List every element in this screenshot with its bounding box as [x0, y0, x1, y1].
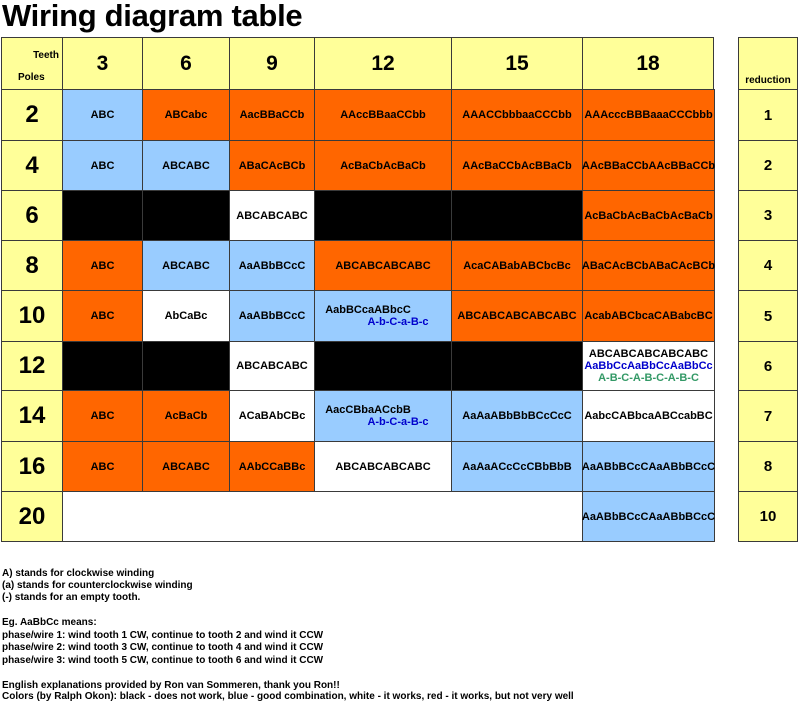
poles-header-6 [1, 190, 63, 241]
wiring-cell [142, 140, 230, 191]
wiring-pattern: AcBaCbAcBaCb [340, 159, 426, 172]
reduction-label: reduction [745, 75, 791, 86]
wiring-cell [314, 140, 452, 191]
teeth-header-9 [229, 37, 315, 90]
wiring-pattern: AaABbBCcC [238, 310, 306, 322]
wiring-pattern-alt: A-b-C-a-B-c [367, 316, 429, 328]
wiring-cell [314, 491, 452, 542]
wiring-pattern: AcaCABabABCbcBc [463, 259, 571, 272]
reduction-value: 3 [763, 207, 773, 224]
poles-value: 2 [25, 101, 39, 128]
wiring-cell [451, 341, 583, 391]
note-line: Colors (by Ralph Okon): black - does not work, blue - good combination, white - it works, red - it works, but not very well [2, 691, 574, 702]
wiring-cell [62, 140, 143, 191]
reduction-value-cell [738, 290, 798, 342]
wiring-pattern: ABC [90, 310, 115, 322]
wiring-pattern: AbCaBc [164, 310, 208, 322]
wiring-pattern: AAbCCaBBc [238, 460, 306, 473]
poles-header-2 [1, 89, 63, 141]
reduction-value: 6 [763, 357, 773, 375]
wiring-cell [582, 491, 715, 542]
wiring-pattern: AaABbBCcC [238, 259, 306, 272]
wiring-pattern: AaABbBCcCAaABbBCcC [581, 460, 716, 473]
wiring-pattern: AaAaABbBbBCcCcC [462, 410, 572, 422]
poles-header-4 [1, 140, 63, 191]
wiring-pattern: ABCABC [162, 159, 210, 172]
note-line: phase/wire 1: wind tooth 1 CW, continue to tooth 2 and wind it CCW [2, 630, 324, 641]
wiring-cell [229, 190, 315, 241]
wiring-pattern: AacBBaCCb [239, 109, 305, 121]
wiring-cell [62, 491, 143, 542]
wiring-cell [582, 390, 715, 442]
poles-header-8 [1, 240, 63, 291]
wiring-cell [582, 341, 715, 391]
teeth-value: 12 [371, 51, 395, 75]
poles-header-14 [1, 390, 63, 442]
wiring-cell [62, 441, 143, 492]
wiring-cell [142, 341, 230, 391]
teeth-value: 18 [636, 51, 660, 75]
wiring-pattern: ABCABCABCABCABC [457, 310, 577, 322]
reduction-value: 2 [763, 157, 773, 174]
reduction-value-cell [738, 89, 798, 141]
wiring-pattern: ABCABCABCABC [335, 259, 431, 272]
wiring-pattern: ABC [90, 410, 115, 422]
wiring-pattern: AabBCcaABbcC [325, 304, 411, 316]
wiring-cell [451, 240, 583, 291]
wiring-cell [314, 290, 452, 342]
note-line: phase/wire 2: wind tooth 3 CW, continue to tooth 4 and wind it CCW [2, 642, 324, 653]
poles-header-10 [1, 290, 63, 342]
corner-cell [1, 37, 63, 90]
wiring-cell [451, 140, 583, 191]
wiring-cell [229, 390, 315, 442]
wiring-cell [314, 341, 452, 391]
poles-value: 20 [18, 502, 46, 530]
reduction-value: 4 [763, 257, 773, 274]
wiring-pattern: ABC [90, 259, 115, 272]
wiring-cell [582, 190, 715, 241]
note-line: A) stands for clockwise winding [2, 568, 155, 579]
teeth-value: 3 [96, 51, 109, 75]
wiring-cell [451, 290, 583, 342]
reduction-value: 10 [759, 508, 777, 525]
wiring-cell [451, 190, 583, 241]
note-line: (-) stands for an empty tooth. [2, 592, 141, 603]
wiring-pattern: AacCBbaACcbB [325, 404, 411, 416]
note-line: English explanations provided by Ron van Sommeren, thank you Ron!! [2, 680, 340, 691]
wiring-cell [62, 341, 143, 391]
wiring-cell [451, 491, 583, 542]
wiring-pattern: AcabABCbcaCABabcBC [584, 310, 713, 322]
note-line: (a) stands for counterclockwise winding [2, 580, 193, 591]
wiring-cell [142, 240, 230, 291]
wiring-pattern-seq: A-B-C-A-B-C-A-B-C [598, 372, 699, 384]
reduction-value-cell [738, 491, 798, 542]
wiring-cell [62, 290, 143, 342]
reduction-header [738, 37, 798, 90]
wiring-cell [314, 441, 452, 492]
wiring-cell [582, 140, 715, 191]
wiring-pattern: ABCABCABCABCABC [588, 348, 709, 360]
reduction-value-cell [738, 341, 798, 391]
wiring-pattern: ACaBAbCBc [238, 410, 306, 422]
wiring-cell [582, 441, 715, 492]
note-line: Eg. AaBbCc means: [2, 617, 97, 628]
wiring-pattern: AcBaCb [164, 410, 208, 422]
wiring-cell [229, 341, 315, 391]
wiring-cell [142, 290, 230, 342]
reduction-value-cell [738, 240, 798, 291]
poles-value: 16 [18, 452, 46, 480]
teeth-value: 6 [180, 51, 192, 75]
wiring-cell [582, 89, 715, 141]
note-line: phase/wire 3: wind tooth 5 CW, continue to tooth 6 and wind it CCW [2, 655, 324, 666]
wiring-cell [451, 89, 583, 141]
reduction-value: 5 [763, 307, 773, 325]
wiring-cell [229, 89, 315, 141]
wiring-cell [62, 89, 143, 141]
page-title: Wiring diagram table [2, 0, 303, 33]
teeth-header-15 [451, 37, 583, 90]
wiring-pattern: AAccBBaaCCbb [340, 109, 426, 121]
wiring-cell [62, 190, 143, 241]
wiring-pattern: AAcBBaCCbAAcBBaCCb [581, 159, 716, 172]
wiring-pattern: AaAaACcCcCBbBbB [462, 460, 572, 473]
wiring-pattern: AAAcccBBBaaaCCCbbb [584, 109, 713, 121]
wiring-cell [62, 240, 143, 291]
wiring-cell [582, 290, 715, 342]
wiring-cell [142, 491, 230, 542]
reduction-value-cell [738, 441, 798, 492]
wiring-cell [314, 190, 452, 241]
poles-header-20 [1, 491, 63, 542]
reduction-value-cell [738, 190, 798, 241]
reduction-value: 1 [763, 106, 773, 124]
reduction-value: 8 [763, 458, 773, 475]
poles-value: 12 [18, 352, 46, 379]
wiring-cell [142, 441, 230, 492]
teeth-header-6 [142, 37, 230, 90]
teeth-header-3 [62, 37, 143, 90]
teeth-header-18 [582, 37, 714, 90]
wiring-cell [142, 89, 230, 141]
wiring-pattern: ABCABCABC [236, 209, 308, 222]
wiring-cell [314, 240, 452, 291]
wiring-pattern: ABCABC [162, 259, 210, 272]
poles-value: 14 [18, 402, 46, 429]
poles-header-16 [1, 441, 63, 492]
wiring-cell [229, 240, 315, 291]
wiring-pattern: AcBaCbAcBaCbAcBaCb [584, 209, 713, 222]
wiring-cell [314, 89, 452, 141]
reduction-value-cell [738, 390, 798, 442]
wiring-pattern: ABC [90, 159, 115, 172]
wiring-cell [229, 140, 315, 191]
teeth-value: 15 [505, 51, 529, 75]
wiring-pattern: ABCABC [162, 460, 210, 473]
wiring-cell [142, 190, 230, 241]
wiring-cell [582, 240, 715, 291]
teeth-label: Teeth [33, 50, 59, 61]
wiring-pattern: ABaCAcBCbABaCAcBCb [581, 259, 716, 272]
wiring-pattern-alt: A-b-C-a-B-c [367, 416, 429, 428]
wiring-pattern: ABC [90, 460, 115, 473]
wiring-cell [451, 441, 583, 492]
wiring-pattern-alt: AaBbCcAaBbCcAaBbCc [584, 360, 713, 372]
wiring-pattern: AAcBaCCbAcBBaCb [462, 159, 572, 172]
wiring-pattern: AabcCABbcaABCcabBC [584, 410, 713, 422]
poles-value: 6 [25, 201, 39, 229]
wiring-cell [142, 390, 230, 442]
poles-value: 8 [25, 251, 39, 279]
wiring-cell [451, 390, 583, 442]
wiring-cell [62, 390, 143, 442]
wiring-pattern: ABCabc [164, 109, 208, 121]
wiring-cell [229, 290, 315, 342]
wiring-pattern: AaABbBCcCAaABbBCcC [581, 510, 716, 523]
reduction-value: 7 [763, 407, 773, 425]
wiring-pattern: AAACCbbbaaCCCbb [462, 109, 572, 121]
wiring-cell [229, 491, 315, 542]
poles-header-12 [1, 341, 63, 391]
reduction-value-cell [738, 140, 798, 191]
poles-value: 4 [25, 151, 39, 179]
poles-label: Poles [18, 72, 45, 83]
wiring-pattern: ABaCAcBCb [238, 159, 306, 172]
wiring-pattern: ABC [90, 109, 115, 121]
wiring-cell [314, 390, 452, 442]
wiring-cell [229, 441, 315, 492]
wiring-pattern: ABCABCABC [236, 360, 308, 372]
poles-value: 10 [18, 302, 46, 329]
wiring-pattern: ABCABCABCABC [335, 460, 431, 473]
teeth-header-12 [314, 37, 452, 90]
teeth-value: 9 [266, 51, 278, 75]
